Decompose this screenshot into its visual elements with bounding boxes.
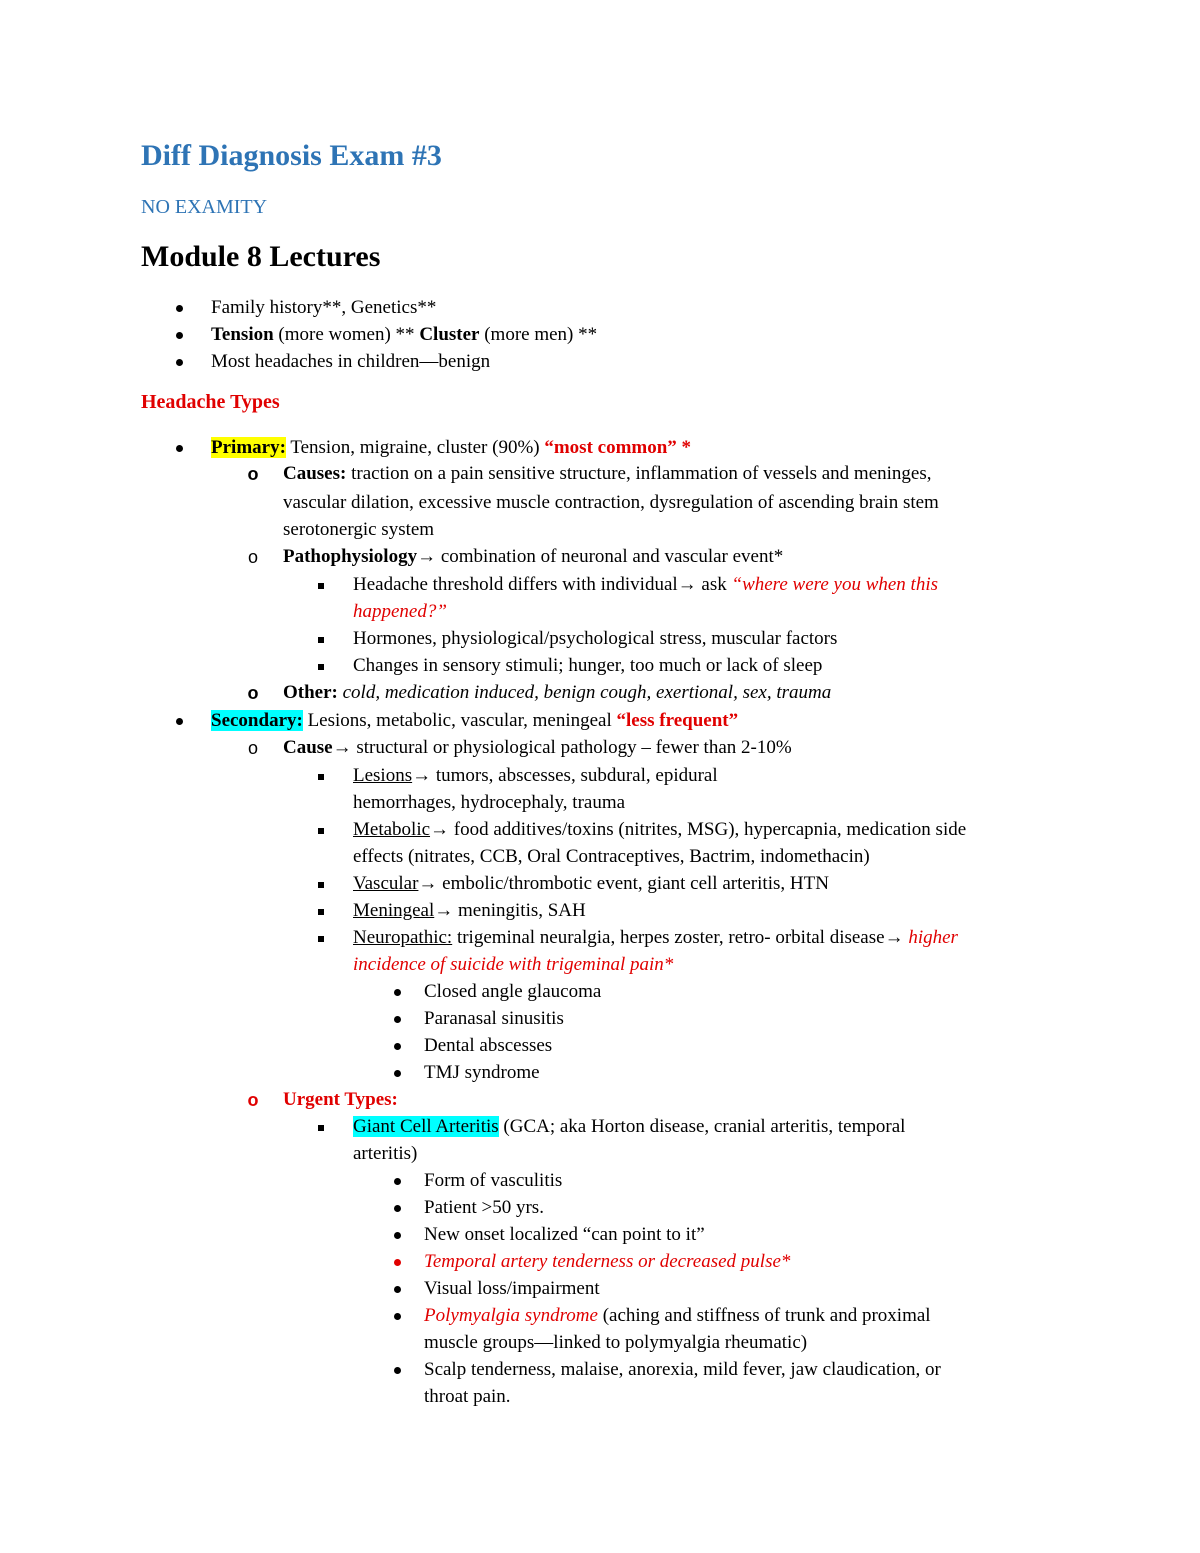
gca-line: Giant Cell Arteritis (GCA; aka Horton disease, cranial arteritis, temporal [353, 1116, 906, 1137]
bullet-icon [172, 349, 186, 375]
intro-line-2: Tension (more women) ** Cluster (more men) ** [211, 324, 598, 345]
list-item: Dental abscesses [424, 1035, 553, 1056]
list-item: Form of vasculitis [424, 1170, 563, 1191]
causes-line: Causes: traction on a pain sensitive structure, inflammation of vessels and meninges, [283, 463, 932, 484]
list-item: Visual loss/impairment [424, 1278, 600, 1299]
bullet-icon [390, 1276, 404, 1302]
causes-line: serotonergic system [283, 519, 435, 540]
metabolic-line: Metabolic→ food additives/toxins (nitrites, MSG), hypercapnia, medication side [353, 819, 967, 840]
bullet-icon [172, 322, 186, 348]
bullet-icon [314, 763, 328, 789]
lesions-line: Lesions→ tumors, abscesses, subdural, epidural [353, 765, 718, 786]
bullet-icon [390, 1033, 404, 1059]
bullet-icon [314, 626, 328, 652]
bullet-icon [390, 979, 404, 1005]
secondary-line: Secondary: Lesions, metabolic, vascular, meningeal “less frequent” [211, 710, 739, 731]
changes-line: Changes in sensory stimuli; hunger, too much or lack of sleep [353, 655, 823, 676]
bullet-icon: o [247, 464, 259, 484]
bullet-icon [314, 653, 328, 679]
meningeal-line: Meningeal→ meningitis, SAH [353, 900, 586, 921]
bullet-icon [390, 1195, 404, 1221]
neuropathic-line: incidence of suicide with trigeminal pain* [353, 954, 674, 975]
bullet-icon [314, 572, 328, 598]
list-item: Closed angle glaucoma [424, 981, 602, 1002]
bullet-icon [314, 817, 328, 843]
bullet-icon [314, 898, 328, 924]
list-item: Polymyalgia syndrome (aching and stiffness of trunk and proximal [424, 1305, 931, 1326]
hormones-line: Hormones, physiological/psychological stress, muscular factors [353, 628, 838, 649]
section-heading: Headache Types [141, 391, 280, 413]
bullet-icon [314, 925, 328, 951]
bullet-icon [390, 1249, 404, 1275]
list-item: muscle groups—linked to polymyalgia rheumatic) [424, 1332, 808, 1353]
intro-line-1: Family history**, Genetics** [211, 297, 437, 318]
bullet-icon [314, 1114, 328, 1140]
bullet-icon: o [247, 1090, 259, 1110]
gca-line: arteritis) [353, 1143, 418, 1164]
other-line: Other: cold, medication induced, benign cough, exertional, sex, trauma [283, 682, 832, 703]
list-item: Paranasal sinusitis [424, 1008, 564, 1029]
bullet-icon [172, 708, 186, 734]
bullet-icon: o [247, 738, 258, 758]
neuropathic-line: Neuropathic: trigeminal neuralgia, herpes zoster, retro- orbital disease→ higher [353, 927, 958, 948]
bullet-icon [390, 1303, 404, 1329]
list-item: TMJ syndrome [424, 1062, 540, 1083]
bullet-icon [390, 1357, 404, 1383]
bullet-icon: o [247, 547, 258, 567]
primary-line: Primary: Tension, migraine, cluster (90%) “most common” * [211, 437, 692, 458]
list-item: New onset localized “can point to it” [424, 1224, 705, 1245]
threshold-line: happened?” [353, 601, 447, 622]
intro-line-3: Most headaches in children—benign [211, 351, 491, 372]
list-item: throat pain. [424, 1386, 511, 1407]
urgent-heading: Urgent Types: [283, 1089, 398, 1110]
list-item: Temporal artery tenderness or decreased pulse* [424, 1251, 791, 1272]
bullet-icon [390, 1168, 404, 1194]
bullet-icon [390, 1222, 404, 1248]
bullet-icon [390, 1006, 404, 1032]
cause-line: Cause→ structural or physiological pathology – fewer than 2-10% [283, 737, 792, 758]
metabolic-line: effects (nitrates, CCB, Oral Contraceptives, Bactrim, indomethacin) [353, 846, 870, 867]
list-item: Scalp tenderness, malaise, anorexia, mild fever, jaw claudication, or [424, 1359, 941, 1380]
bullet-icon: o [247, 683, 259, 703]
document-title: Diff Diagnosis Exam #3 [141, 139, 442, 172]
document-subtitle: NO EXAMITY [141, 196, 268, 218]
patho-line: Pathophysiology→ combination of neuronal and vascular event* [283, 546, 784, 567]
bullet-icon [314, 871, 328, 897]
list-item: Patient >50 yrs. [424, 1197, 544, 1218]
threshold-line: Headache threshold differs with individual→ ask “where were you when this [353, 574, 939, 595]
module-heading: Module 8 Lectures [141, 240, 381, 273]
vascular-line: Vascular→ embolic/thrombotic event, giant cell arteritis, HTN [353, 873, 829, 894]
lesions-line: hemorrhages, hydrocephaly, trauma [353, 792, 626, 813]
bullet-icon [172, 295, 186, 321]
bullet-icon [172, 435, 186, 461]
causes-line: vascular dilation, excessive muscle contraction, dysregulation of ascending brain stem [283, 492, 939, 513]
bullet-icon [390, 1060, 404, 1086]
